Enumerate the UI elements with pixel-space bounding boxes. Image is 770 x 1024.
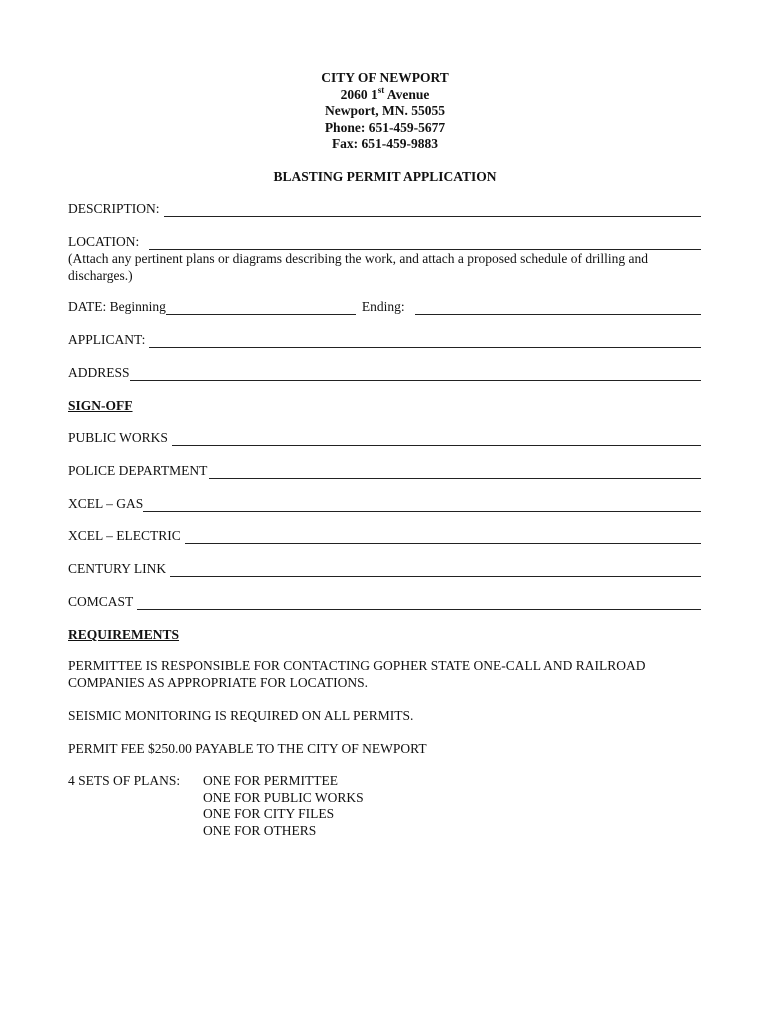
- requirement-fee: PERMIT FEE $250.00 PAYABLE TO THE CITY OF NEWPORT: [68, 741, 427, 756]
- location-note: (Attach any pertinent plans or diagrams describing the work, and attach a proposed schedule of drilling and discharges.): [68, 251, 648, 283]
- applicant-field[interactable]: [68, 332, 701, 348]
- plans-list: [203, 773, 364, 839]
- location-field[interactable]: [68, 234, 701, 250]
- signoff-line[interactable]: [209, 466, 701, 479]
- signoff-row[interactable]: [68, 528, 701, 544]
- requirement-seismic: SEISMIC MONITORING IS REQUIRED ON ALL PERMITS.: [68, 708, 414, 723]
- date-beginning-label: DATE: Beginning: [68, 299, 166, 314]
- location-label: LOCATION:: [68, 234, 140, 249]
- applicant-line[interactable]: [149, 335, 701, 348]
- signoff-line[interactable]: [143, 499, 701, 512]
- signoff-line[interactable]: [185, 531, 701, 544]
- city-line: Newport, MN. 55055: [325, 103, 445, 118]
- phone-line: Phone: 651-459-5677: [324, 119, 446, 135]
- signoff-row[interactable]: [68, 594, 701, 610]
- location-line[interactable]: [149, 237, 701, 250]
- signoff-label: XCEL – ELECTRIC: [68, 528, 181, 543]
- signoff-heading: SIGN-OFF: [68, 398, 133, 413]
- requirements-heading: REQUIREMENTS: [68, 627, 180, 642]
- applicant-label: APPLICANT:: [68, 332, 146, 347]
- signoff-row[interactable]: [68, 463, 701, 479]
- signoff-line[interactable]: [170, 564, 701, 577]
- plans-label: 4 SETS OF PLANS:: [68, 773, 181, 788]
- requirement-contact: PERMITTEE IS RESPONSIBLE FOR CONTACTING GOPHER STATE ONE-CALL AND RAILROAD COMPANIES AS APPROPRIATE FOR LOCATIONS.: [68, 658, 646, 690]
- plans-list-item: ONE FOR OTHERS: [203, 822, 317, 838]
- signoff-label: PUBLIC WORKS: [68, 430, 168, 445]
- letterhead: [0, 70, 770, 153]
- date-field[interactable]: [68, 299, 701, 315]
- address-line[interactable]: [130, 368, 701, 381]
- signoff-line[interactable]: [172, 433, 701, 446]
- description-line[interactable]: [164, 204, 701, 217]
- plans-list-item: ONE FOR CITY FILES: [203, 806, 335, 821]
- description-field[interactable]: [68, 201, 701, 217]
- description-label: DESCRIPTION:: [68, 201, 160, 216]
- org-name: CITY OF NEWPORT: [321, 70, 449, 85]
- fax-line: Fax: 651-459-9883: [331, 136, 439, 151]
- address-field[interactable]: [68, 365, 701, 381]
- plans-list-item: ONE FOR PUBLIC WORKS: [203, 789, 364, 805]
- signoff-label: COMCAST: [68, 594, 134, 609]
- street-address: 2060 1st Avenue: [340, 84, 430, 102]
- date-ending-label: Ending:: [361, 299, 405, 314]
- signoff-row[interactable]: [68, 496, 701, 512]
- signoff-label: XCEL – GAS: [68, 496, 144, 511]
- signoff-row[interactable]: [68, 561, 701, 577]
- date-ending-line[interactable]: [415, 302, 701, 315]
- plans-list-item: ONE FOR PERMITTEE: [203, 773, 338, 788]
- address-label: ADDRESS: [68, 365, 130, 380]
- signoff-label: CENTURY LINK: [68, 561, 167, 576]
- signoff-line[interactable]: [137, 597, 701, 610]
- signoff-label: POLICE DEPARTMENT: [68, 463, 208, 478]
- date-beginning-line[interactable]: [166, 302, 356, 315]
- plans-requirement: [68, 773, 364, 839]
- form-title: BLASTING PERMIT APPLICATION: [273, 169, 497, 184]
- signoff-row[interactable]: [68, 430, 701, 446]
